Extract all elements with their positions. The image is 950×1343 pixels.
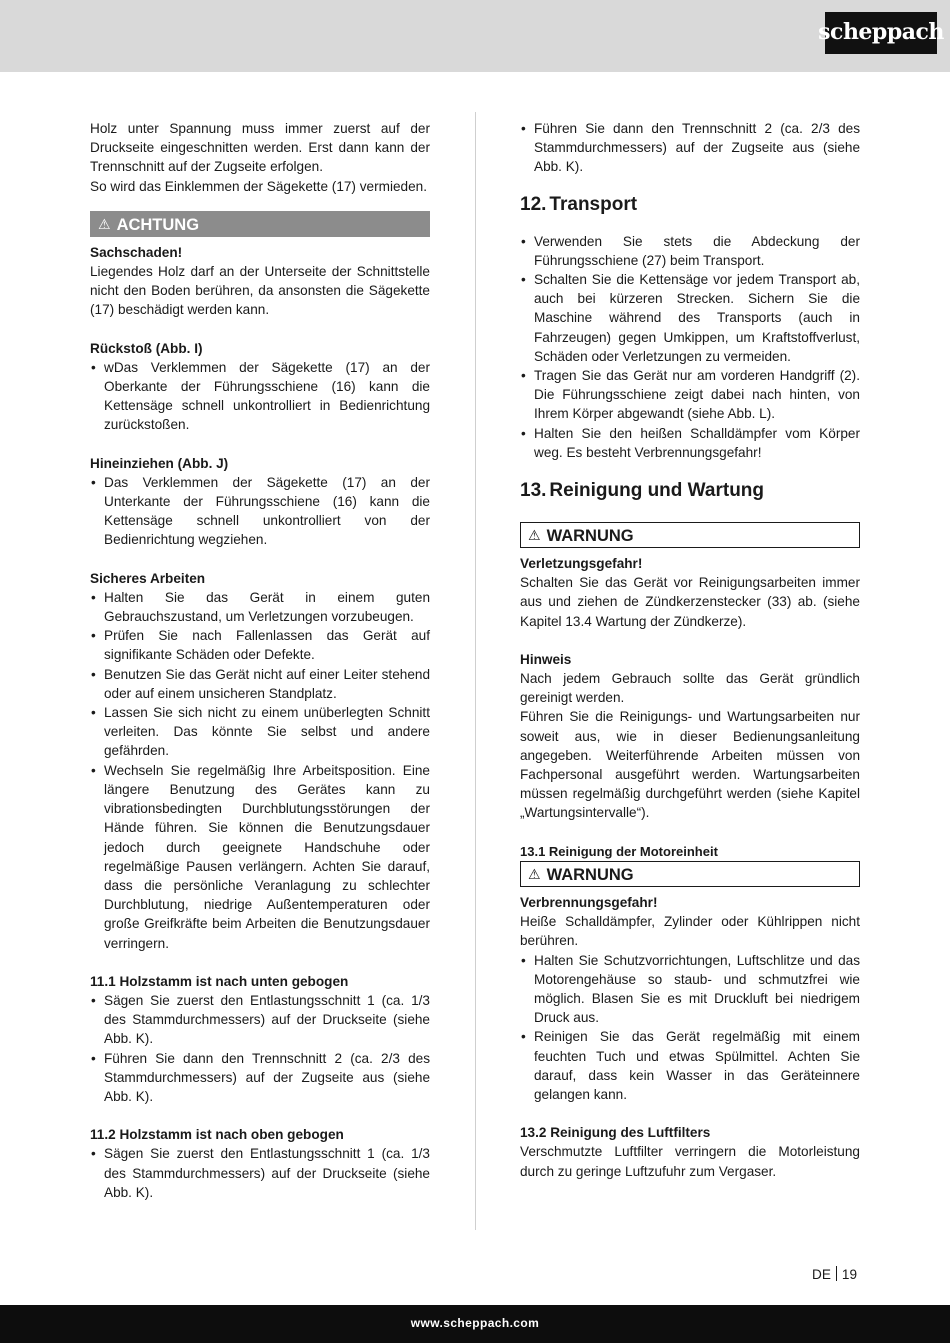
list-item: • Wechseln Sie regelmäßig Ihre Arbeitsposition. Eine längere Benutzung des Gerätes kann zu vibrationsbedingten Durchblutungsstörungen der Hände führen. Sie können die Benutzungsdauer jedoch durch geeignete Handschuhe oder regelmäßige Pausen verlängern. Achten Sie darauf, dass die persönliche Veranlagung zu schlechter Durchblutung, niedrige Außentemperaturen oder große Greifkräfte beim Arbeiten die Benutzungsdauer verringern. bbox=[90, 761, 430, 953]
header-bar bbox=[0, 0, 950, 72]
warnung-box bbox=[520, 522, 860, 548]
list-item: • Lassen Sie sich nicht zu einem unüberlegten Schnitt verleiten. Das könnte Sie selbst und andere gefährden. bbox=[90, 703, 430, 761]
section-13-heading bbox=[520, 479, 860, 503]
verbrennungsgefahr-text: Heiße Schalldämpfer, Zylinder oder Kühlrippen nicht berühren. bbox=[520, 914, 860, 949]
page-number-value: 19 bbox=[841, 1267, 858, 1282]
footer-bar bbox=[0, 1305, 950, 1343]
list-item: • Halten Sie den heißen Schalldämpfer vom Körper weg. Es besteht Verbrennungsgefahr! bbox=[520, 424, 860, 462]
section-13-2-title: 13.2 Reinigung des Luftfilters bbox=[520, 1125, 711, 1141]
hinweis-title: Hinweis bbox=[520, 651, 572, 667]
sachschaden-block bbox=[90, 243, 430, 320]
right-column bbox=[520, 119, 860, 1181]
verbrennungsgefahr-block bbox=[520, 893, 860, 1104]
list-item: • Halten Sie das Gerät in einem guten Gebrauchszustand, um Verletzungen vorzubeugen. bbox=[90, 588, 430, 626]
verletzungsgefahr-block bbox=[520, 554, 860, 631]
hinweis-text: Nach jedem Gebrauch sollte das Gerät gründlich gereinigt werden. bbox=[520, 671, 860, 706]
verbrennungsgefahr-title: Verbrennungsgefahr! bbox=[520, 894, 658, 910]
section-13-2 bbox=[520, 1123, 860, 1181]
section-11-1 bbox=[90, 972, 430, 1106]
achtung-label: ACHTUNG bbox=[116, 215, 200, 234]
section-11-1-title: 11.1 Holzstamm ist nach unten gebogen bbox=[90, 973, 349, 989]
column-divider bbox=[475, 112, 476, 1230]
list-item: • Das Verklemmen der Sägekette (17) an der Unterkante der Führungsschiene (16) kann die Kettensäge schnell unkontrolliert von der Bedienrichtung wegziehen. bbox=[90, 473, 430, 550]
brand-logo: scheppach bbox=[825, 12, 937, 54]
warning-triangle-icon: ⚠ bbox=[528, 865, 541, 882]
section-13-1-title: 13.1 Reinigung der Motoreinheit bbox=[520, 843, 718, 859]
achtung-banner bbox=[90, 211, 430, 237]
list-item: • Reinigen Sie das Gerät regelmäßig mit einem feuchten Tuch und etwas Spülmittel. Achten Sie darauf, dass kein Wasser in das Geräteinnere gelangen kann. bbox=[520, 1027, 860, 1104]
section-12-number: 12. bbox=[520, 193, 547, 215]
rueckstoss-block bbox=[90, 339, 430, 435]
warning-triangle-icon: ⚠ bbox=[528, 527, 541, 544]
warnung-box bbox=[520, 861, 860, 887]
language-code: DE bbox=[812, 1267, 831, 1282]
warnung-label: WARNUNG bbox=[546, 865, 634, 884]
sicheres-arbeiten-title: Sicheres Arbeiten bbox=[90, 570, 206, 586]
verletzungsgefahr-title: Verletzungsgefahr! bbox=[520, 556, 643, 572]
hinweis-text: Führen Sie die Reinigungs- und Wartungsarbeiten nur soweit aus, wie in dieser Bedienungsanleitung angegeben. Weiterführende Arbeiten müssen von Fachpersonal ausgeführt werden. Wartungsarbeiten müssen regelmäßig durchgeführt werden (siehe Kapitel „Wartungsintervalle“). bbox=[520, 709, 860, 821]
list-item: • Halten Sie Schutzvorrichtungen, Luftschlitze und das Motorengehäuse so staub- und schmutzfrei wie möglich. Blasen Sie es mit Druckluft bei niedrigem Druck aus. bbox=[520, 951, 860, 1028]
left-column bbox=[90, 119, 430, 1202]
list-item: • Schalten Sie die Kettensäge vor jedem Transport ab, auch bei kürzeren Strecken. Sichern Sie die Maschine während des Transports (auch in Fahrzeugen) gegen Umkippen, um Kraftstoffverlust, Schäden oder Verletzungen zu vermeiden. bbox=[520, 270, 860, 366]
list-item: • Sägen Sie zuerst den Entlastungsschnitt 1 (ca. 1/3 des Stammdurchmessers) auf der Druckseite (siehe Abb. K). bbox=[90, 1144, 430, 1202]
section-11-2-title: 11.2 Holzstamm ist nach oben gebogen bbox=[90, 1127, 344, 1143]
section-13-2-text: Verschmutzte Luftfilter verringern die Motorleistung durch zu geringe Luftzufuhr zum Vergaser. bbox=[520, 1144, 860, 1179]
hineinziehen-title: Hineinziehen (Abb. J) bbox=[90, 455, 229, 471]
section-13-title: Reinigung und Wartung bbox=[549, 480, 765, 502]
list-item: • Verwenden Sie stets die Abdeckung der Führungsschiene (27) beim Transport. bbox=[520, 232, 860, 270]
sicheres-arbeiten-block bbox=[90, 569, 430, 953]
sachschaden-text: Liegendes Holz darf an der Unterseite der Schnittstelle nicht den Boden berühren, da ansonsten die Sägekette (17) beschädigt werden kann. bbox=[90, 264, 430, 318]
list-item: • Prüfen Sie nach Fallenlassen das Gerät auf signifikante Schäden oder Defekte. bbox=[90, 626, 430, 664]
section-12-title: Transport bbox=[549, 193, 638, 215]
page-number bbox=[812, 1265, 857, 1284]
warnung-label: WARNUNG bbox=[546, 527, 634, 546]
hinweis-block bbox=[520, 650, 860, 823]
list-item: • wDas Verklemmen der Sägekette (17) an der Oberkante der Führungsschiene (16) kann die Kettensäge schnell unkontrolliert in Bedienrichtung zurückstoßen. bbox=[90, 358, 430, 435]
intro-paragraph: So wird das Einklemmen der Sägekette (17) vermieden. bbox=[90, 178, 427, 194]
footer-url[interactable]: www.scheppach.com bbox=[410, 1316, 540, 1330]
hineinziehen-block bbox=[90, 454, 430, 550]
list-item: • Führen Sie dann den Trennschnitt 2 (ca. 2/3 des Stammdurchmessers) auf der Zugseite aus (siehe Abb. K). bbox=[520, 119, 860, 177]
list-item: • Sägen Sie zuerst den Entlastungsschnitt 1 (ca. 1/3 des Stammdurchmessers) auf der Druckseite (siehe Abb. K). bbox=[90, 991, 430, 1049]
section-12-heading bbox=[520, 193, 860, 217]
intro-paragraph: Holz unter Spannung muss immer zuerst auf der Druckseite eingeschnitten werden. Erst dann kann der Trennschnitt auf der Zugseite erfolgen. bbox=[90, 121, 430, 175]
list-item: • Benutzen Sie das Gerät nicht auf einer Leiter stehend oder auf einem unsicheren Standplatz. bbox=[90, 665, 430, 703]
rueckstoss-title: Rückstoß (Abb. I) bbox=[90, 340, 203, 356]
footer-separator bbox=[836, 1266, 837, 1281]
verletzungsgefahr-text: Schalten Sie das Gerät vor Reinigungsarbeiten immer aus und ziehen de Zündkerzenstecker (33) ab. (siehe Kapitel 13.4 Wartung der Zündkerze). bbox=[520, 575, 860, 629]
section-13-number: 13. bbox=[520, 480, 547, 502]
warning-triangle-icon: ⚠ bbox=[98, 215, 111, 232]
sachschaden-title: Sachschaden! bbox=[90, 244, 183, 260]
list-item: • Führen Sie dann den Trennschnitt 2 (ca. 2/3 des Stammdurchmessers) auf der Zugseite aus (siehe Abb. K). bbox=[90, 1049, 430, 1107]
list-item: • Tragen Sie das Gerät nur am vorderen Handgriff (2). Die Führungsschiene zeigt dabei nach hinten, von Ihrem Körper abgewandt (siehe Abb. L). bbox=[520, 366, 860, 424]
section-11-2 bbox=[90, 1125, 430, 1202]
